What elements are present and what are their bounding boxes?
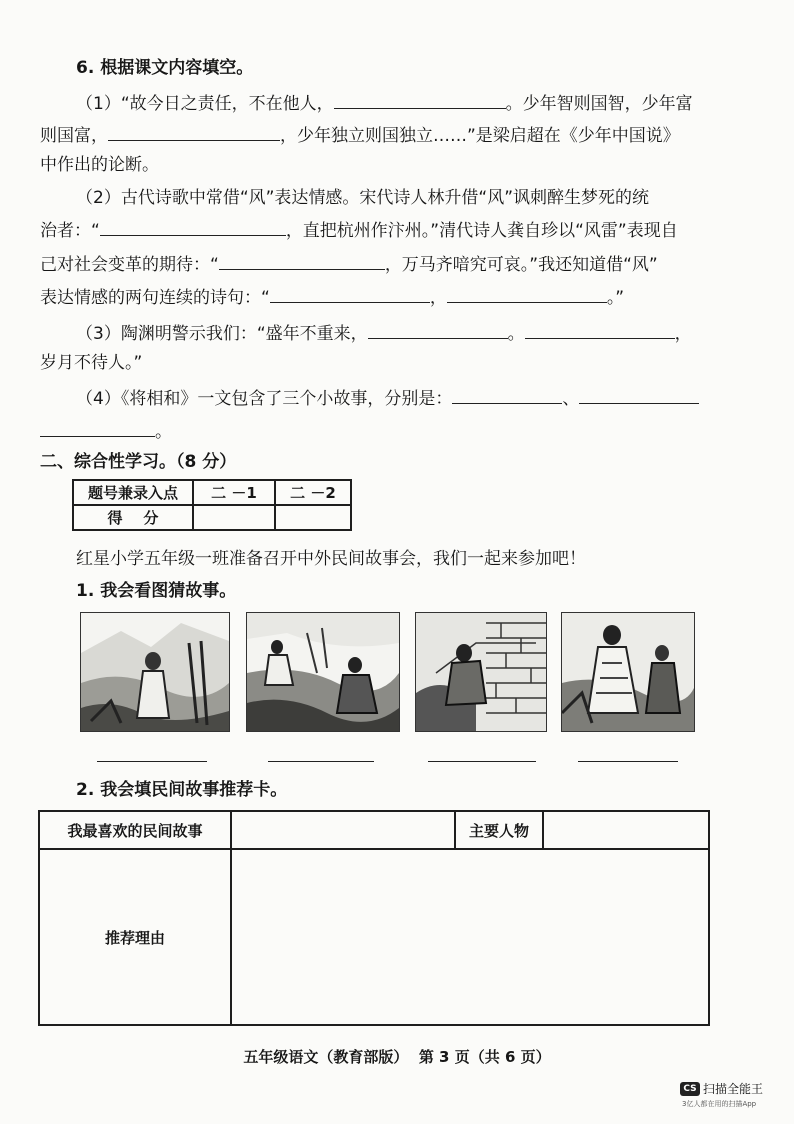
score-table xyxy=(72,479,352,531)
scanner-watermark xyxy=(680,1078,763,1109)
section2-intro: 红星小学五年级一班准备召开中外民间故事会，我们一起来参加吧！ xyxy=(76,549,586,569)
scanner-tagline: 3亿人都在用的扫描App xyxy=(682,1100,757,1108)
story-picture-2 xyxy=(246,612,400,732)
scanner-logo-icon: CS xyxy=(680,1082,700,1096)
q6-title: 6. 根据课文内容填空。 xyxy=(76,58,254,78)
q6-p1-line2: 则国富， ，少年独立则国独立……”是梁启超在《少年中国说》 xyxy=(40,126,680,146)
story-picture-3 xyxy=(415,612,547,732)
story-picture-1 xyxy=(80,612,230,732)
score-row-label: 得 分 xyxy=(73,505,193,530)
blank-10[interactable] xyxy=(579,387,699,404)
fav-story-input[interactable] xyxy=(231,811,455,849)
blank-6[interactable] xyxy=(447,286,607,303)
blank-7[interactable] xyxy=(368,322,508,339)
score-cell-1[interactable] xyxy=(193,505,275,530)
q6-p1-line1: （1）“故今日之责任，不在他人， 。少年智则国智，少年富 xyxy=(76,94,693,114)
section2-title: 二、综合性学习。（8 分） xyxy=(40,452,237,472)
fav-story-label: 我最喜欢的民间故事 xyxy=(39,811,231,849)
q6-p2-line3: 己对社会变革的期待：“ ，万马齐喑究可哀。”我还知道借“风” xyxy=(40,255,658,275)
q6-p1-line3: 中作出的论断。 xyxy=(40,155,159,175)
blank-2[interactable] xyxy=(108,124,280,141)
q6-p3-line1: （3）陶渊明警示我们：“盛年不重来， 。 ， xyxy=(76,324,692,344)
story-answer-2[interactable] xyxy=(268,761,374,762)
q6-p2-line4: 表达情感的两句连续的诗句：“ ， 。” xyxy=(40,288,625,308)
q6-p2-line1: （2）古代诗歌中常借“风”表达情感。宋代诗人林升借“风”讽刺醉生梦死的统 xyxy=(76,188,650,208)
blank-5[interactable] xyxy=(270,286,430,303)
section2-q1: 1. 我会看图猜故事。 xyxy=(76,581,237,601)
blank-4[interactable] xyxy=(219,253,385,270)
main-character-label: 主要人物 xyxy=(455,811,543,849)
q6-p4-line2: 。 xyxy=(40,420,172,443)
section2-q2: 2. 我会填民间故事推荐卡。 xyxy=(76,780,288,800)
score-col-2: 二 －2 xyxy=(275,480,351,505)
reason-input[interactable] xyxy=(231,849,709,1025)
main-character-input[interactable] xyxy=(543,811,709,849)
q6-p2-line2: 治者：“ ，直把杭州作汴州。”清代诗人龚自珍以“风雷”表现自 xyxy=(40,221,678,241)
story-answer-1[interactable] xyxy=(97,761,207,762)
score-cell-2[interactable] xyxy=(275,505,351,530)
q6-p4-line1: （4）《将相和》一文包含了三个小故事，分别是： 、 xyxy=(76,387,699,410)
recommendation-card xyxy=(38,810,710,1026)
blank-3[interactable] xyxy=(100,219,286,236)
story-answer-4[interactable] xyxy=(578,761,678,762)
score-header: 题号兼录入点 xyxy=(73,480,193,505)
score-col-1: 二 －1 xyxy=(193,480,275,505)
page-footer: 五年级语文（教育部版） 第 3 页（共 6 页） xyxy=(243,1048,551,1066)
q6-p3-line2: 岁月不待人。” xyxy=(40,353,143,373)
scanner-name: 扫描全能王 xyxy=(703,1082,764,1096)
blank-1[interactable] xyxy=(334,92,506,109)
blank-8[interactable] xyxy=(525,322,675,339)
story-picture-4 xyxy=(561,612,695,732)
reason-label: 推荐理由 xyxy=(39,849,231,1025)
story-answer-3[interactable] xyxy=(428,761,536,762)
blank-9[interactable] xyxy=(452,387,562,404)
blank-11[interactable] xyxy=(40,420,155,437)
